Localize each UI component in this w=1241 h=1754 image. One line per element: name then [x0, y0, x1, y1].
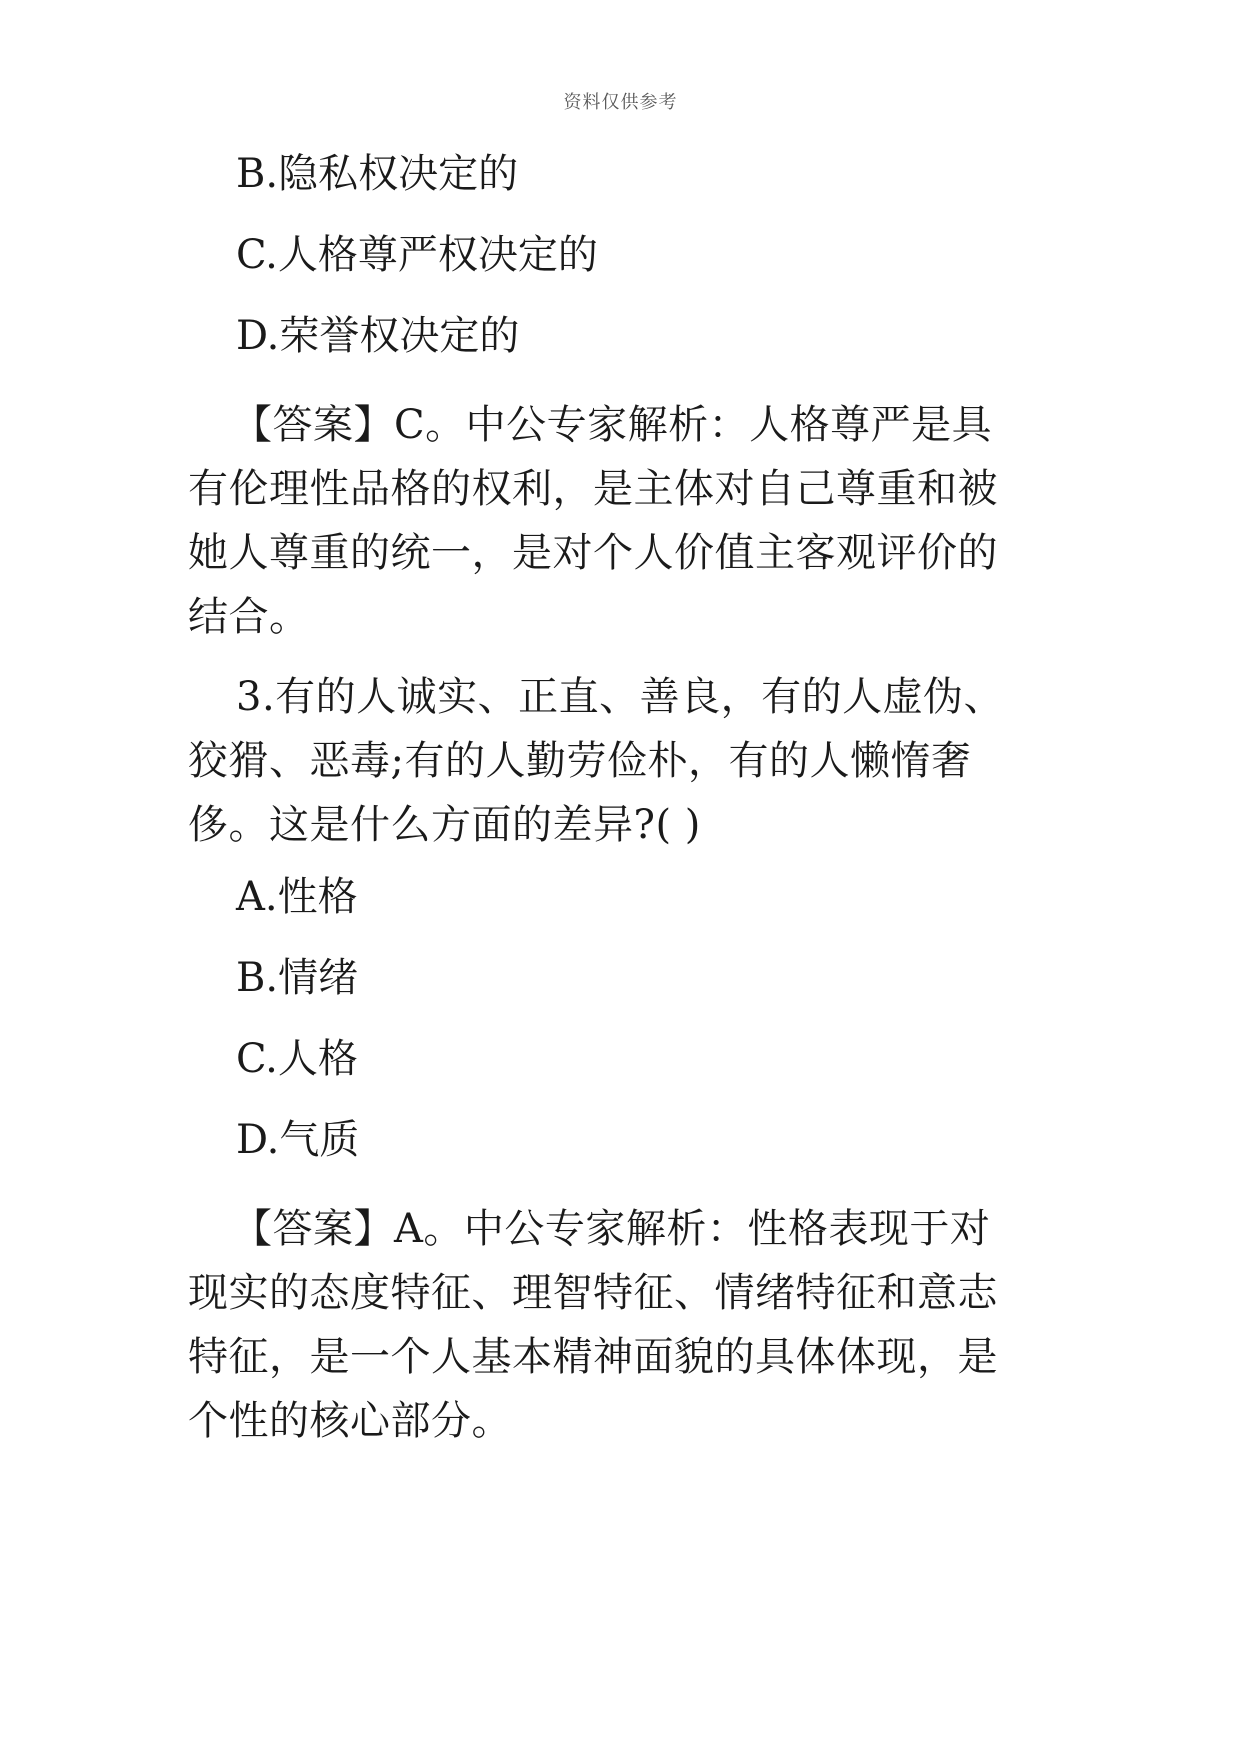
q2-option-c: C.人格尊严权决定的: [236, 232, 598, 278]
q2-answer-explanation: 【答案】C。中公专家解析：人格尊严是具有伦理性品格的权利，是主体对自己尊重和被她人尊重的统一，是对个人价值主客观评价的结合。: [188, 402, 998, 640]
q2-option-b: B.隐私权决定的: [236, 151, 519, 197]
q3-option-d: D.气质: [236, 1117, 360, 1163]
q3-option-a: A.性格: [236, 874, 358, 920]
q3-answer-explanation: 【答案】A。中公专家解析：性格表现于对现实的态度特征、理智特征、情绪特征和意志特征，是一个人基本精神面貌的具体体现，是个性的核心部分。: [188, 1206, 998, 1444]
page-header-watermark: 资料仅供参考: [563, 92, 678, 113]
document-body: [188, 150, 1028, 1469]
q3-option-c: C.人格: [236, 1036, 358, 1082]
q2-option-d: D.荣誉权决定的: [236, 313, 520, 359]
q3-question-text: 3.有的人诚实、正直、善良，有的人虚伪、狡猾、恶毒;有的人勤劳俭朴，有的人懒惰奢侈。这是什么方面的差异?( ): [188, 674, 1005, 848]
q3-option-b: B.情绪: [236, 955, 359, 1001]
